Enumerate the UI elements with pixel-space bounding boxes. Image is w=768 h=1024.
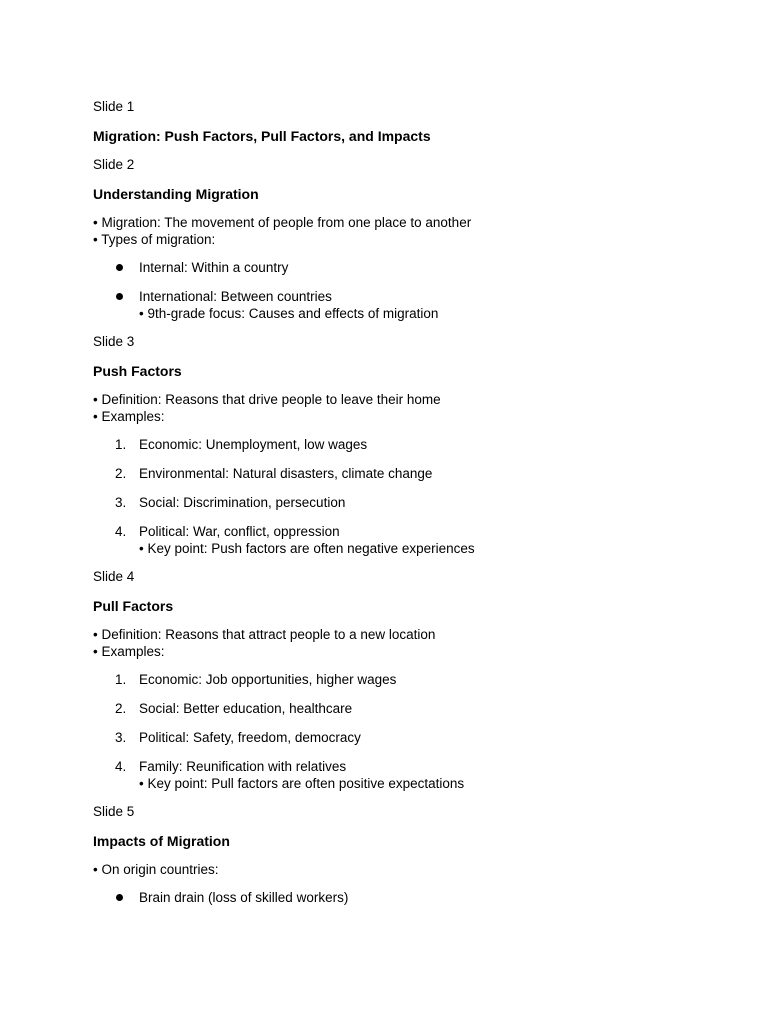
bullet-line: • Definition: Reasons that drive people to leave their home xyxy=(93,392,441,407)
numbered-list-item xyxy=(93,671,713,689)
bullet-line: • Types of migration: xyxy=(93,232,216,247)
numbered-list-item xyxy=(93,436,713,454)
bullet-lines xyxy=(93,391,713,425)
list-item-text: Family: Reunification with relatives xyxy=(139,759,347,774)
bullet-line: • On origin countries: xyxy=(93,862,219,877)
list-number: 1. xyxy=(115,437,127,452)
numbered-list-item xyxy=(93,758,713,792)
slide-label: Slide 4 xyxy=(93,569,135,584)
slide-title: Push Factors xyxy=(93,363,182,379)
bullet-line: • Examples: xyxy=(93,644,165,659)
slide-label: Slide 2 xyxy=(93,157,135,172)
list-item-text: Brain drain (loss of skilled workers) xyxy=(139,890,349,905)
list-item-text: Social: Better education, healthcare xyxy=(139,701,353,716)
list-item-text: Internal: Within a country xyxy=(139,260,289,275)
list-number: 2. xyxy=(115,466,127,481)
slide-title: Understanding Migration xyxy=(93,186,259,202)
list-item-text: Environmental: Natural disasters, climate change xyxy=(139,466,433,481)
bullet-line: • Examples: xyxy=(93,409,165,424)
slide-label: Slide 1 xyxy=(93,99,135,114)
list-item xyxy=(93,889,713,907)
bullet-dot-icon xyxy=(116,264,123,271)
slide-label: Slide 5 xyxy=(93,804,135,819)
slide-1-section xyxy=(93,98,713,145)
list-number: 2. xyxy=(115,701,127,716)
bullet-lines xyxy=(93,861,713,878)
bullet-line: • Definition: Reasons that attract people to a new location xyxy=(93,627,436,642)
list-item-text: International: Between countries xyxy=(139,289,332,304)
numbered-list-item xyxy=(93,465,713,483)
list-number: 1. xyxy=(115,672,127,687)
list-item-text: Economic: Unemployment, low wages xyxy=(139,437,368,452)
slide-title: Impacts of Migration xyxy=(93,833,230,849)
slide-4-section xyxy=(93,568,713,792)
numbered-list-item xyxy=(93,700,713,718)
slide-2-section xyxy=(93,156,713,322)
list-number: 3. xyxy=(115,495,127,510)
numbered-list-item xyxy=(93,729,713,747)
list-item xyxy=(93,288,713,322)
bullet-dot-icon xyxy=(116,894,123,901)
slide-5-section xyxy=(93,803,713,907)
list-item-subnote: • Key point: Pull factors are often positive expectations xyxy=(139,776,465,791)
bullet-lines xyxy=(93,214,713,248)
list-item-text: Political: War, conflict, oppression xyxy=(139,524,340,539)
bullet-lines xyxy=(93,626,713,660)
document-page xyxy=(93,98,713,918)
list-number: 4. xyxy=(115,524,127,539)
numbered-list-item xyxy=(93,523,713,557)
slide-label: Slide 3 xyxy=(93,334,135,349)
slide-title: Pull Factors xyxy=(93,598,174,614)
list-item xyxy=(93,259,713,277)
list-item-text: Social: Discrimination, persecution xyxy=(139,495,346,510)
list-item-subnote: • Key point: Push factors are often negative experiences xyxy=(139,541,475,556)
bullet-line: • Migration: The movement of people from one place to another xyxy=(93,215,472,230)
list-number: 4. xyxy=(115,759,127,774)
list-item-text: Political: Safety, freedom, democracy xyxy=(139,730,361,745)
list-item-subnote: • 9th-grade focus: Causes and effects of migration xyxy=(139,306,439,321)
list-item-text: Economic: Job opportunities, higher wages xyxy=(139,672,397,687)
bullet-dot-icon xyxy=(116,293,123,300)
slide-3-section xyxy=(93,333,713,557)
slide-title: Migration: Push Factors, Pull Factors, and Impacts xyxy=(93,128,431,144)
numbered-list-item xyxy=(93,494,713,512)
list-number: 3. xyxy=(115,730,127,745)
